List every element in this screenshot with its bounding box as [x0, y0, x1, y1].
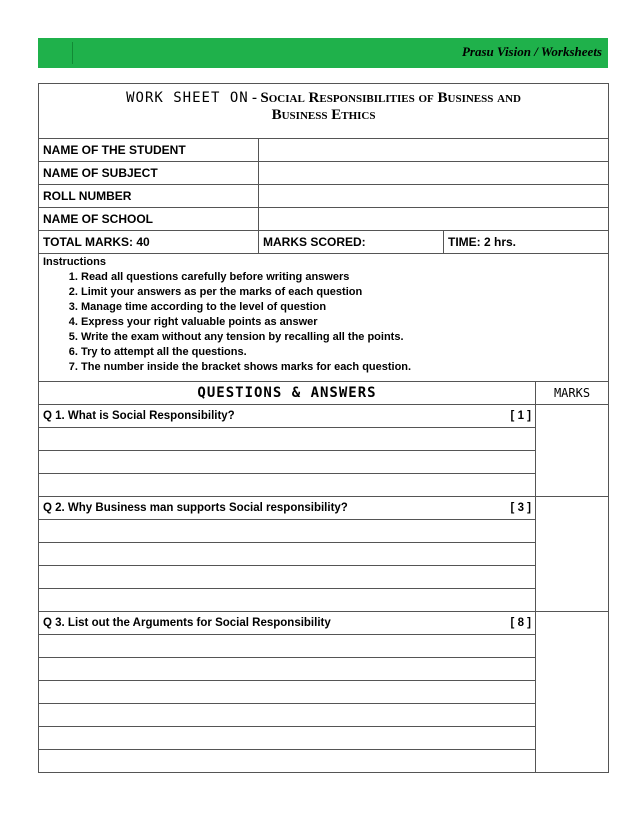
info-table	[38, 83, 609, 382]
instructions-list	[43, 270, 604, 375]
marks-scored: MARKS SCORED:	[259, 231, 444, 254]
answer-line[interactable]	[39, 750, 536, 773]
answer-line[interactable]	[39, 635, 536, 658]
answer-line[interactable]	[39, 566, 536, 589]
instruction-item: 6. Try to attempt all the questions.	[81, 345, 604, 360]
worksheet	[38, 83, 608, 773]
question-2	[39, 497, 536, 520]
title-dash: -	[252, 90, 258, 106]
qa-heading: QUESTIONS & ANSWERS	[39, 382, 536, 405]
student-value[interactable]	[259, 139, 609, 162]
school-label: NAME OF SCHOOL	[39, 208, 259, 231]
time-limit: TIME: 2 hrs.	[444, 231, 609, 254]
title-cell	[39, 84, 609, 139]
subject-value[interactable]	[259, 162, 609, 185]
marks-cell-1[interactable]	[536, 405, 609, 497]
answer-line[interactable]	[39, 681, 536, 704]
instruction-item: 4. Express your right valuable points as answer	[81, 315, 604, 330]
answer-line[interactable]	[39, 589, 536, 612]
marks-cell-2[interactable]	[536, 497, 609, 612]
question-marks: [ 8 ]	[510, 617, 531, 629]
question-text: Q 2. Why Business man supports Social responsibility?	[43, 502, 348, 514]
instruction-item: 7. The number inside the bracket shows marks for each question.	[81, 360, 604, 375]
answer-line[interactable]	[39, 727, 536, 750]
roll-value[interactable]	[259, 185, 609, 208]
instructions-heading: Instructions	[43, 256, 106, 268]
question-marks: [ 1 ]	[510, 410, 531, 422]
subject-label: NAME OF SUBJECT	[39, 162, 259, 185]
roll-label: ROLL NUMBER	[39, 185, 259, 208]
instructions-cell	[39, 254, 609, 382]
answer-line[interactable]	[39, 474, 536, 497]
brand-label: Prasu Vision / Worksheets	[461, 44, 602, 59]
question-marks: [ 3 ]	[510, 502, 531, 514]
answer-line[interactable]	[39, 520, 536, 543]
question-text: Q 1. What is Social Responsibility?	[43, 410, 235, 422]
title-prefix: WORK SHEET ON	[126, 90, 249, 106]
title-subject-line2: Business Ethics	[271, 107, 376, 123]
answer-line[interactable]	[39, 543, 536, 566]
marks-heading: MARKS	[536, 382, 609, 405]
question-3	[39, 612, 536, 635]
marks-cell-3[interactable]	[536, 612, 609, 773]
qa-table	[38, 382, 609, 773]
banner-divider	[72, 42, 73, 64]
header-banner	[38, 38, 608, 68]
school-value[interactable]	[259, 208, 609, 231]
total-marks: TOTAL MARKS: 40	[39, 231, 259, 254]
answer-line[interactable]	[39, 451, 536, 474]
question-1	[39, 405, 536, 428]
answer-line[interactable]	[39, 428, 536, 451]
answer-line[interactable]	[39, 704, 536, 727]
instruction-item: 2. Limit your answers as per the marks of each question	[81, 285, 604, 300]
title-subject-line1: Social Responsibilities of Business and	[260, 90, 521, 106]
instruction-item: 1. Read all questions carefully before writing answers	[81, 270, 604, 285]
instruction-item: 3. Manage time according to the level of question	[81, 300, 604, 315]
question-text: Q 3. List out the Arguments for Social Responsibility	[43, 617, 331, 629]
student-label: NAME OF THE STUDENT	[39, 139, 259, 162]
answer-line[interactable]	[39, 658, 536, 681]
instruction-item: 5. Write the exam without any tension by recalling all the points.	[81, 330, 604, 345]
